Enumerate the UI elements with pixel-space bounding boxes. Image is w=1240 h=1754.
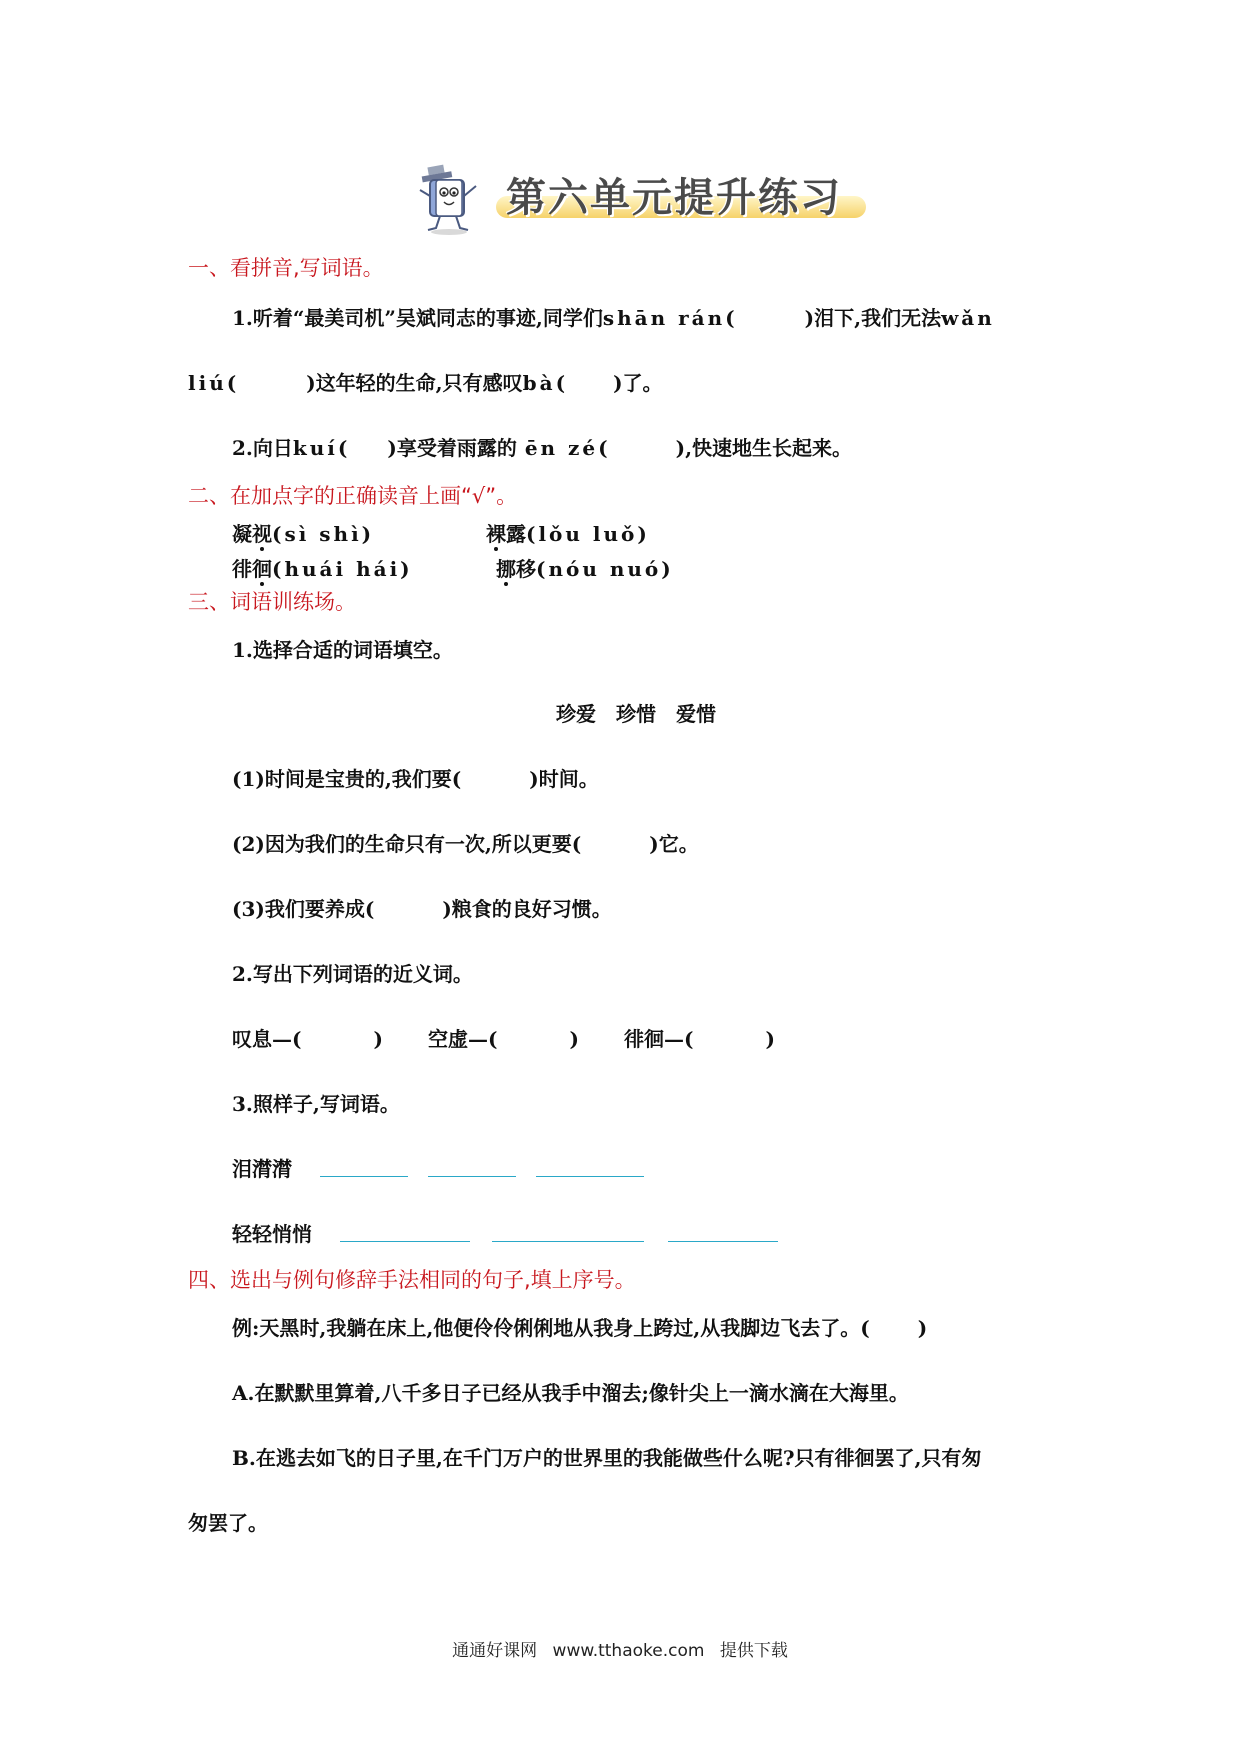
section-heading-2: 二、在加点字的正确读音上画“√”。 (188, 484, 518, 508)
q1-pinyin-3: liú (188, 371, 227, 395)
answer-line (492, 1241, 644, 1242)
answer-line (536, 1176, 644, 1177)
q1-blank-1: ( (725, 306, 735, 330)
fill-blank-1: (1)时间是宝贵的,我们要( )时间。 (232, 767, 599, 791)
answer-line (428, 1176, 516, 1177)
q1-text-d: 了。 (622, 371, 663, 395)
subquestion-3-3: 3.照样子,写词语。 (232, 1092, 400, 1116)
page-footer (0, 1636, 1240, 1661)
answer-line (320, 1176, 408, 1177)
pinyin-item-4: 挪移(nóu nuó) (496, 557, 674, 581)
q2-text-c: ,快速地生长起来。 (685, 436, 853, 460)
fill-blank-2: (2)因为我们的生命只有一次,所以更要( )它。 (232, 832, 699, 856)
question-1-1-line2: liú( )这年轻的生命,只有感叹bà( )了。 (188, 371, 663, 395)
example-word-1: 泪潸潸 (232, 1157, 292, 1181)
example-sentence: 例:天黑时,我躺在床上,他便伶伶俐俐地从我身上跨过,从我脚边飞去了。( ) (232, 1316, 928, 1340)
synonym-3: 徘徊—( ) (624, 1027, 775, 1051)
q1-text-b: 泪下,我们无法 (814, 306, 942, 330)
q1-pinyin-1: shān rán (602, 306, 726, 330)
fill-blank-3: (3)我们要养成( )粮食的良好习惯。 (232, 897, 612, 921)
footer-action: 提供下载 (719, 1641, 788, 1661)
example-word-2: 轻轻悄悄 (232, 1222, 312, 1246)
q1-pinyin-4: bà (522, 371, 556, 395)
pinyin-item-2: 裸露(lǒu luǒ) (486, 522, 650, 546)
q1-blank-1-close: ) (804, 306, 815, 330)
option-a: A.在默默里算着,八千多日子已经从我手中溜去;像针尖上一滴水滴在大海里。 (232, 1381, 909, 1405)
synonym-2: 空虚—( ) (428, 1027, 579, 1051)
answer-line (668, 1241, 778, 1242)
q1-text-c: 这年轻的生命,只有感叹 (315, 371, 523, 395)
q1-pinyin-2: wǎn (941, 306, 995, 330)
footer-url[interactable]: www.tthaoke.com (552, 1641, 705, 1661)
section-heading-1: 一、看拼音,写词语。 (188, 256, 384, 280)
pinyin-item-1: 凝视(sì shì) (232, 522, 375, 546)
footer-site: 通通好课网 (452, 1641, 538, 1661)
subquestion-3-2: 2.写出下列词语的近义词。 (232, 962, 473, 986)
synonym-1: 叹息—( ) (232, 1027, 383, 1051)
title-banner (414, 160, 874, 238)
option-b-line1: B.在逃去如飞的日子里,在千门万户的世界里的我能做些什么呢?只有徘徊罢了,只有匆 (232, 1446, 982, 1470)
book-mascot-icon (414, 160, 484, 238)
word-choices: 珍爱 珍惜 爱惜 (556, 702, 716, 726)
q2-text-b: 享受着雨露的 (396, 436, 517, 460)
section-heading-3: 三、词语训练场。 (188, 590, 356, 614)
answer-line (340, 1241, 470, 1242)
title-banner-band (496, 166, 866, 226)
option-b-line2: 匆罢了。 (188, 1511, 268, 1535)
q2-pinyin-2: ēn zé (524, 436, 599, 460)
page-title: 第六单元提升练习 (506, 174, 842, 221)
q2-pinyin-1: kuí (292, 436, 338, 460)
pinyin-item-3: 徘徊(huái hái) (232, 557, 413, 581)
question-1-1-line1 (232, 302, 995, 331)
q2-text-a: 2.向日 (232, 436, 293, 460)
section-heading-4: 四、选出与例句修辞手法相同的句子,填上序号。 (188, 1268, 636, 1292)
subquestion-3-1: 1.选择合适的词语填空。 (232, 638, 453, 662)
question-1-2: 2.向日kuí( )享受着雨露的 ēn zé( ),快速地生长起来。 (232, 436, 853, 460)
q1-text-a: 1.听着“最美司机”吴斌同志的事迹,同学们 (232, 306, 603, 330)
